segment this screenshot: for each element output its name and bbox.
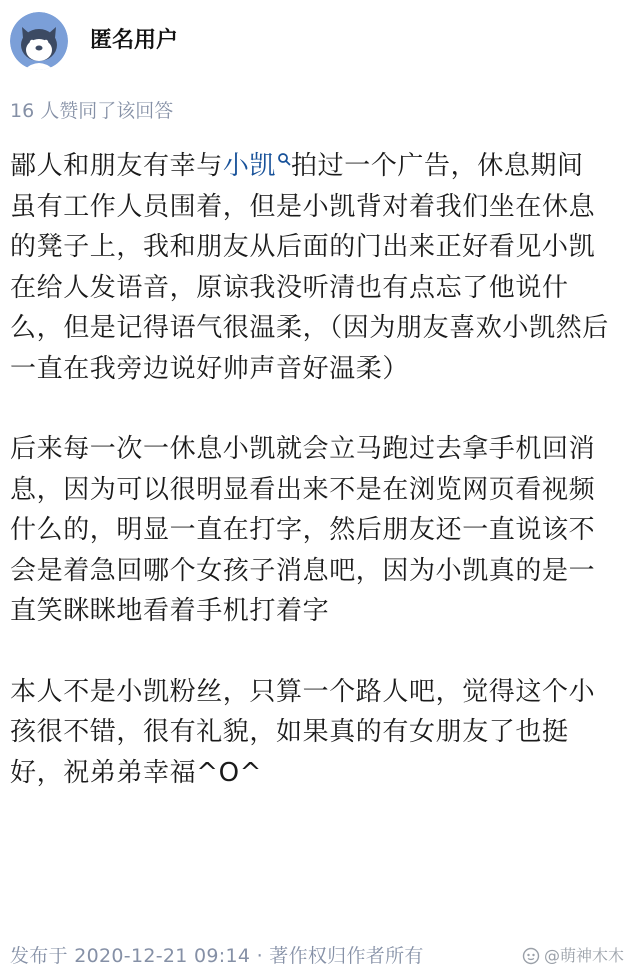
author-name[interactable]: 匿名用户 (90, 28, 179, 53)
watermark (522, 944, 624, 968)
answer-footer (10, 940, 630, 972)
anonymous-avatar-icon[interactable] (10, 12, 68, 70)
keyword-link[interactable] (223, 151, 291, 181)
paragraph-3: 本人不是小凯粉丝，只算一个路人吧，觉得这个小孩很不错，很有礼貌，如果真的有女朋友了也挺好，祝弟弟幸福^O^ (10, 676, 596, 788)
watermark-text: @萌神木木 (543, 946, 624, 965)
answer-header (0, 0, 640, 84)
p1-text-before: 鄙人和朋友有幸与 (10, 151, 223, 181)
p1-text-after: 拍过一个广告，休息期间虽有工作人员围着，但是小凯背对着我们坐在休息的凳子上，我和朋友从后面的门出来正好看见小凯在给人发语音，原谅我没听清也有点忘了他说什么，但是记得语气很温柔，（因为朋友喜欢小凯然后一直在我旁边说好帅声音好温柔） (10, 151, 609, 384)
publish-info: 发布于 2020-12-21 09:14 · 著作权归作者所有 (10, 945, 424, 967)
search-icon (277, 152, 291, 166)
keyword-text: 小凯 (222, 151, 277, 181)
paragraph-2: 后来每一次一休息小凯就会立马跑过去拿手机回消息，因为可以很明显看出来不是在浏览网页看视频什么的，明显一直在打字，然后朋友还一直说该不会是着急回哪个女孩子消息吧，因为小凯真的是一直笑眯眯地看着手机打着字 (10, 434, 596, 626)
paragraph-1 (10, 146, 610, 389)
answer-content (10, 146, 610, 793)
watermark-logo-icon (522, 947, 540, 965)
vote-count: 16 人赞同了该回答 (10, 100, 174, 122)
